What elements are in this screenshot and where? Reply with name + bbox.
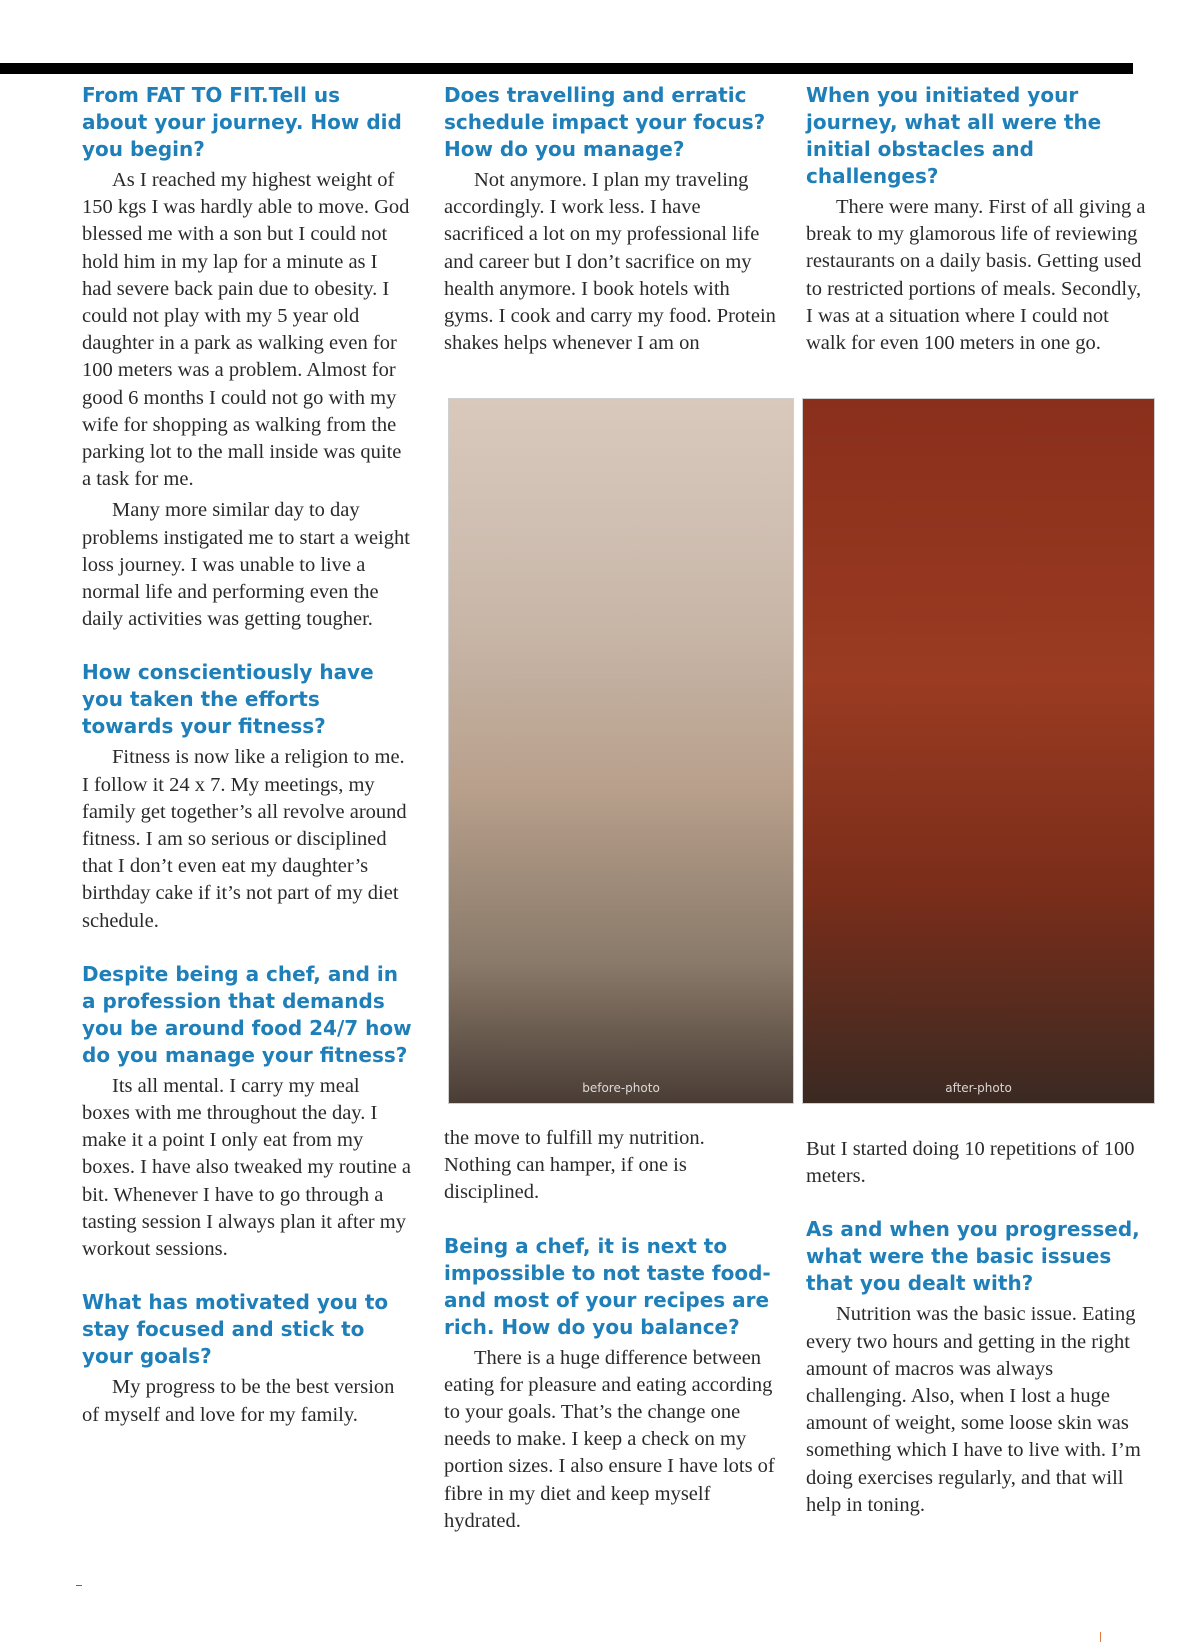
question-heading: What has motivated you to stay focused and stick to your goals? — [82, 1290, 389, 1369]
answer-paragraph: Many more similar day to day problems instigated me to start a weight loss journey. I was unable to live a normal life and performing even the daily activities was getting tougher. — [82, 499, 410, 631]
footer-mark-left — [76, 1585, 82, 1586]
answer-paragraph: My progress to be the best version of myself and love for my family. — [82, 1376, 395, 1426]
photo-caption: after-photo — [945, 1081, 1012, 1095]
answer-paragraph: But I started doing 10 repetitions of 100 meters. — [806, 1138, 1135, 1188]
question-heading: When you initiated your journey, what all were the initial obstacles and challenges? — [806, 83, 1102, 188]
answer-paragraph: Fitness is now like a religion to me. I follow it 24 x 7. My meetings, my family get together’s all revolve around fitness. I am so serious or disciplined that I don’t even eat my daughter’s birthday cake if it’s not part of my diet schedule. — [82, 746, 407, 932]
answer-paragraph: Nutrition was the basic issue. Eating every two hours and getting in the right amount of macros was always challenging. Also, when I lost a huge amount of weight, some loose skin was something which I have to live with. I’m doing exercises regularly, and that will help in toning. — [806, 1303, 1141, 1516]
column-3-top — [806, 82, 1146, 357]
answer-paragraph: As I reached my highest weight of 150 kgs I was hardly able to move. God blessed me with a son but I could not hold him in my lap for a minute as I had severe back pain due to obesity. I could not play with my 5 year old daughter in a park as walking even for 100 meters was a problem. Almost for good 6 months I could not go with my wife for shopping as walking from the parking lot to the mall inside was quite a task for me. — [82, 169, 410, 491]
question-heading: As and when you progressed, what were the basic issues that you dealt with? — [806, 1217, 1140, 1296]
column-3-bottom — [806, 1136, 1146, 1519]
answer-paragraph: Not anymore. I plan my traveling accordingly. I work less. I have sacrificed a lot on my professional life and career but I don’t sacrifice on my health anymore. I book hotels with gyms. I cook and carry my food. Protein shakes helps whenever I am on — [444, 169, 776, 355]
question-heading: Being a chef, it is next to impossible to not taste food- and most of your recipes are rich. How do you balance? — [444, 1233, 771, 1339]
answer-paragraph: the move to fulfill my nutrition. Nothing can hamper, if one is disciplined. — [444, 1127, 705, 1204]
question-heading: How conscientiously have you taken the efforts towards your fitness? — [82, 660, 374, 739]
column-2-top — [444, 82, 776, 357]
column-1 — [82, 82, 412, 1429]
question-heading: From FAT TO FIT.Tell us about your journey. How did you begin? — [82, 83, 402, 161]
question-heading: Does travelling and erratic schedule impact your focus? How do you manage? — [444, 83, 766, 161]
answer-paragraph: There is a huge difference between eating for pleasure and eating according to your goals. That’s the change one needs to make. I keep a check on my portion sizes. I also ensure I have lots of fibre in my diet and keep myself hydrated. — [444, 1346, 775, 1532]
answer-paragraph: Its all mental. I carry my meal boxes with me throughout the day. I make it a point I only eat from my boxes. I have also tweaked my routine a bit. Whenever I have to go through a tasting session I always plan it after my workout sessions. — [82, 1074, 412, 1261]
top-rule — [0, 63, 1133, 74]
photo-caption: before-photo — [582, 1081, 660, 1095]
after-weight-loss-photo — [802, 398, 1155, 1104]
column-2-bottom — [444, 1125, 776, 1535]
question-heading: Despite being a chef, and in a profession that demands you be around food 24/7 how do you manage your fitness? — [82, 961, 412, 1067]
before-weight-loss-photo — [448, 398, 794, 1104]
footer-mark-right — [1100, 1632, 1101, 1642]
answer-paragraph: There were many. First of all giving a break to my glamorous life of reviewing restaurants on a daily basis. Getting used to restricted portions of meals. Secondly, I was at a situation where I could not walk for even 100 meters in one go. — [806, 196, 1146, 355]
